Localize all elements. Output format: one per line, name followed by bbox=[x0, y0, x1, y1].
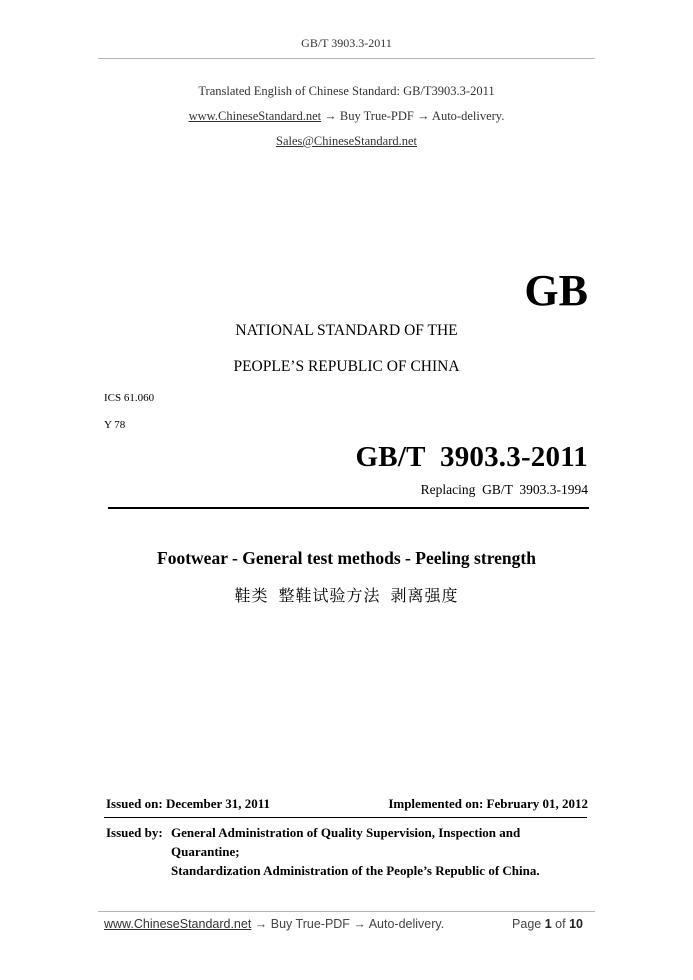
issuer-line-2: Quarantine; bbox=[171, 844, 240, 859]
dates-divider bbox=[104, 817, 587, 818]
promo-line-2 bbox=[0, 109, 693, 124]
page-current: 1 bbox=[544, 917, 552, 931]
national-standard-line-1: NATIONAL STANDARD OF THE bbox=[235, 322, 458, 339]
issuer-line-3: Standardization Administration of the People’s Republic of China. bbox=[171, 863, 540, 878]
page-indicator bbox=[512, 917, 583, 931]
national-standard-line-2: PEOPLE’S REPUBLIC OF CHINA bbox=[233, 358, 460, 375]
footer-promo-text: → Buy True-PDF → Auto-delivery. bbox=[251, 917, 445, 931]
ics-code: ICS 61.060 bbox=[104, 392, 155, 404]
site-link[interactable]: www.ChineseStandard.net bbox=[188, 109, 322, 123]
replacing-note: Replacing GB/T 3903.3-1994 bbox=[420, 482, 588, 497]
title-chinese: 鞋类 整鞋试验方法 剥离强度 bbox=[234, 588, 459, 605]
issuer-line-1: General Administration of Quality Supervision, Inspection and bbox=[171, 825, 521, 840]
title-english: Footwear - General test methods - Peeling strength bbox=[157, 548, 536, 568]
promo-line-3 bbox=[0, 134, 693, 149]
page-label: Page bbox=[512, 917, 542, 931]
gb-mark: GB bbox=[524, 266, 588, 315]
promo-line-1: Translated English of Chinese Standard: GB/T3903.3-2011 bbox=[198, 84, 495, 98]
footer-promo bbox=[104, 917, 444, 931]
header-divider bbox=[98, 58, 595, 59]
page-total: 10 bbox=[569, 917, 583, 931]
ccs-code: Y 78 bbox=[104, 419, 126, 431]
page-of: of bbox=[555, 917, 566, 931]
issued-by-block bbox=[106, 823, 540, 880]
implemented-on-date: Implemented on: February 01, 2012 bbox=[388, 796, 588, 811]
promo-line-2-text: → Buy True-PDF → Auto-delivery. bbox=[321, 109, 505, 123]
email-link[interactable]: Sales@ChineseStandard.net bbox=[276, 134, 417, 148]
standard-number: GB/T 3903.3-2011 bbox=[355, 441, 588, 473]
footer-site-link[interactable]: www.ChineseStandard.net bbox=[104, 917, 252, 931]
footer-divider bbox=[98, 911, 595, 912]
running-header: GB/T 3903.3-2011 bbox=[301, 36, 392, 50]
issued-on-date: Issued on: December 31, 2011 bbox=[106, 796, 271, 811]
issued-by-label: Issued by: bbox=[106, 825, 163, 840]
title-divider bbox=[108, 507, 589, 509]
